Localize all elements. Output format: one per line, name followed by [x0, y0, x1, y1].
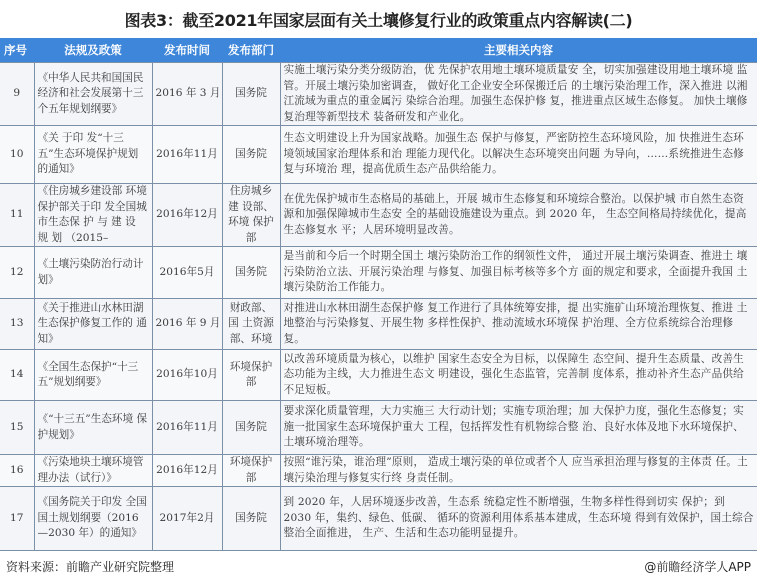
row-content: 以改善环境质量为核心，以维护 国家生态安全为目标，以保障生 态空间、提升生态质量、改善生 态功能为主线，大力推进生态文 明建设，强化生态监管，完善制 度体系，推动补齐生态产品供给 不足短板。: [280, 350, 757, 401]
row-dept: 国务院: [222, 126, 280, 184]
row-date: 2017年2月: [152, 487, 222, 551]
header-policy: 法规及政策: [34, 38, 152, 63]
row-no: 9: [0, 63, 34, 126]
row-date: 2016年11月: [152, 401, 222, 455]
row-dept: 财政部、国 土资源部、环境: [222, 299, 280, 350]
row-content: 按照“谁污染，谁治理”原则， 造成土壤污染的单位或者个人 应当承担治理与修复的主体责 任。土壤污染治理与修复实行终 身责任制。: [280, 455, 757, 487]
row-date: 2016年12月: [152, 184, 222, 247]
policy-table: [0, 38, 757, 551]
row-no: 11: [0, 184, 34, 247]
row-policy: 《全国生态保护“十三五”规划纲要》: [34, 350, 152, 401]
table-row: [0, 63, 757, 126]
row-content: 在优先保护城市生态格局的基础上，开展 城市生态修复和环境综合整治。以保护城 市自然生态资源和加强保障城市生态安 全的基础设施建设为重点。到 2020 年， 生态空间格局持续优化，提高生态修复水 平；人居环境明显改善。: [280, 184, 757, 247]
table-row: [0, 299, 757, 350]
row-content: 对推进山水林田湖生态保护修 复工作进行了具体统筹安排，提 出实施矿山环境治理恢复、推进 土地整治与污染修复、开展生物 多样性保护、推动流域水环境保 护治理、全方位系统综合治理修复。: [280, 299, 757, 350]
row-policy: 《土壤污染防治行动计划》: [34, 247, 152, 299]
row-no: 16: [0, 455, 34, 487]
row-policy: 《中华人民共和国国民经济和社会发展第十三个五年规划纲要》: [34, 63, 152, 126]
header-dept: 发布部门: [222, 38, 280, 63]
row-date: 2016年11月: [152, 126, 222, 184]
row-content: 生态文明建设上升为国家战略。加强生态 保护与修复，严密防控生态环境风险，加 快推进生态环境领域国家治理体系和治 理能力现代化。以解决生态环境突出问题 为导向，……系统推进生态修复与环境治 理，提高优质生态产品供给能力。: [280, 126, 757, 184]
row-dept: 国务院: [222, 247, 280, 299]
table-row: [0, 455, 757, 487]
row-policy: 《国务院关于印发 全国国土规划纲要（2016—2030 年）的通知》: [34, 487, 152, 551]
row-content: 要求深化质量管理，大力实施三 大行动计划；实施专项治理；加 大保护力度，强化生态修复；实 施一批国家生态环境保护重大 工程，包括挥发性有机物综合整 治、良好水体及地下水环境保护、土壤环境治理等。: [280, 401, 757, 455]
row-content: 到 2020 年，人居环境逐步改善，生态系 统稳定性不断增强，生物多样性得到切实 保护；到 2030 年，集约、绿色、低碳、 循环的资源利用体系基本建成，生态环境 得到有效保护，国土综合整治全面推进， 生产、生活和生态功能明显提升。: [280, 487, 757, 551]
table-header-row: [0, 38, 757, 63]
row-dept: 环境保护部: [222, 350, 280, 401]
row-content: 是当前和今后一个时期全国土 壤污染防治工作的纲领性文件， 通过开展土壤污染调查、推进土 壤污染防治立法、开展污染治理 与修复、加强目标考核等多个方 面的规定和要求，全面提升我国 土壤污染防治工作能力。: [280, 247, 757, 299]
row-dept: 国务院: [222, 63, 280, 126]
row-date: 2016 年 9 月: [152, 299, 222, 350]
row-date: 2016 年 3 月: [152, 63, 222, 126]
row-dept: 环境保护部: [222, 455, 280, 487]
row-no: 13: [0, 299, 34, 350]
brand-watermark: @前瞻经济学人APP: [644, 560, 751, 574]
row-policy: 《住房城乡建设部 环境保护部关于印 发全国城市生态保 护 与 建 设 规 划 （2015–: [34, 184, 152, 247]
table-row: [0, 350, 757, 401]
row-policy: 《关 于印 发“十三五”生态环境保护规划的通知》: [34, 126, 152, 184]
row-no: 10: [0, 126, 34, 184]
header-no: 序号: [0, 38, 34, 63]
row-dept: 国务院: [222, 401, 280, 455]
table-row: [0, 126, 757, 184]
row-date: 2016年5月: [152, 247, 222, 299]
table-row: [0, 401, 757, 455]
table-row: [0, 184, 757, 247]
row-policy: 《关于推进山水林田湖 生态保护修复工作的 通知》: [34, 299, 152, 350]
row-no: 14: [0, 350, 34, 401]
row-no: 17: [0, 487, 34, 551]
table-row: [0, 247, 757, 299]
row-date: 2016年10月: [152, 350, 222, 401]
row-policy: 《污染地块土壤环境管 理办法（试行）》: [34, 455, 152, 487]
header-date: 发布时间: [152, 38, 222, 63]
table-row: [0, 487, 757, 551]
row-no: 15: [0, 401, 34, 455]
row-date: 2016年12月: [152, 455, 222, 487]
row-policy: 《“十三五”生态环境 保护规划》: [34, 401, 152, 455]
row-dept: 住房城乡建 设部、环境 保护部: [222, 184, 280, 247]
row-content: 实施土壤污染分类分级防治，优 先保护农用地土壤环境质量安 全，切实加强建设用地土壤环境 监管。开展土壤污染加密调查， 做好化工企业安全环保搬迁后 的土壤污染治理工作，深入推进 以湘江流域为重点的重金属污 染综合治理。加强生态保护修 复，推进重点区域生态修复。 加快土壤修复治理等新型技术 装备研发和产业化。: [280, 63, 757, 126]
header-content: 主要相关内容: [280, 38, 757, 63]
row-no: 12: [0, 247, 34, 299]
source-note: 资料来源：前瞻产业研究院整理: [6, 560, 175, 574]
row-dept: 国务院: [222, 487, 280, 551]
page-title: 图表3：截至2021年国家层面有关土壤修复行业的政策重点内容解读(二): [124, 11, 633, 30]
